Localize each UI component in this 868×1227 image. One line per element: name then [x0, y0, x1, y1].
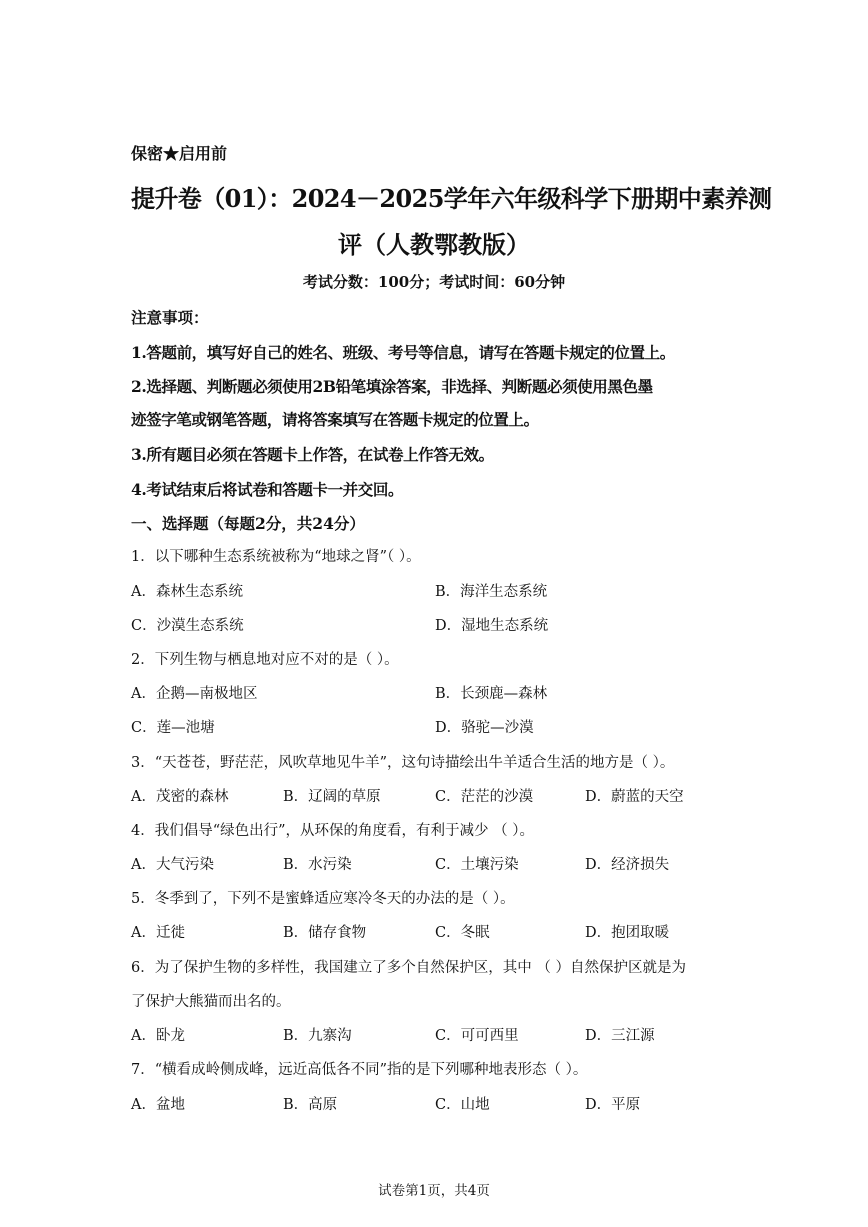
question-4-option-b: B．水污染	[283, 857, 352, 873]
question-2-option-b: B．长颈鹿—森林	[435, 686, 548, 702]
question-1-option-d: D．湿地生态系统	[435, 618, 549, 634]
note-item: 2.选择题、判断题必须使用2B铅笔填涂答案，非选择、判断题必须使用黑色墨	[131, 377, 653, 396]
question-4-option-d: D．经济损失	[585, 857, 670, 873]
question-6-option-b: B．九寨沟	[283, 1028, 352, 1044]
exam-score-time-info: 考试分数：100分；考试时间：60分钟	[302, 273, 566, 291]
question-1-stem: 1．以下哪种生态系统被称为“地球之肾”（ ）。	[131, 549, 421, 565]
exam-title-line-1: 提升卷（01）：2024－2025学年六年级科学下册期中素养测	[131, 184, 772, 213]
note-item: 3.所有题目必须在答题卡上作答，在试卷上作答无效。	[131, 445, 494, 464]
question-6-stem: 6．为了保护生物的多样性，我国建立了多个自然保护区，其中 （ ）自然保护区就是为	[131, 960, 686, 976]
note-item: 迹签字笔或钢笔答题，请将答案填写在答题卡规定的位置上。	[131, 410, 539, 429]
question-2-option-d: D．骆驼—沙漠	[435, 720, 534, 736]
question-1-option-b: B．海洋生态系统	[435, 584, 548, 600]
notes-heading: 注意事项：	[131, 308, 209, 327]
confidential-mark: 保密★启用前	[131, 144, 228, 163]
question-6-option-a: A．卧龙	[131, 1028, 185, 1044]
question-6-option-c: C．可可西里	[435, 1028, 519, 1044]
question-2-stem: 2．下列生物与栖息地对应不对的是（ ）。	[131, 652, 399, 668]
question-4-option-c: C．土壤污染	[435, 857, 519, 873]
question-3-option-b: B．辽阔的草原	[283, 789, 381, 805]
section-heading: 一、选择题（每题2分，共24分）	[131, 514, 365, 533]
question-2-option-c: C．莲—池塘	[131, 720, 215, 736]
question-5-option-c: C．冬眠	[435, 925, 490, 941]
question-3-option-d: D．蔚蓝的天空	[585, 789, 684, 805]
question-3-option-c: C．茫茫的沙漠	[435, 789, 534, 805]
question-7-option-a: A．盆地	[131, 1097, 185, 1113]
question-3-stem: 3．“天苍苍，野茫茫，风吹草地见牛羊”，这句诗描绘出牛羊适合生活的地方是（ ）。	[131, 755, 675, 771]
question-1-option-c: C．沙漠生态系统	[131, 618, 244, 634]
question-6-stem-continued: 了保护大熊猫而出名的。	[131, 994, 291, 1010]
page-footer: 试卷第1页，共4页	[378, 1183, 490, 1199]
question-6-option-d: D．三江源	[585, 1028, 655, 1044]
question-3-option-a: A．茂密的森林	[131, 789, 229, 805]
question-1-option-a: A．森林生态系统	[131, 584, 243, 600]
question-7-option-c: C．山地	[435, 1097, 490, 1113]
question-5-option-d: D．抱团取暖	[585, 925, 670, 941]
note-item: 4.考试结束后将试卷和答题卡一并交回。	[131, 480, 404, 499]
exam-title-line-2: 评（人教鄂教版）	[338, 230, 530, 259]
question-7-stem: 7．“横看成岭侧成峰，远近高低各不同”指的是下列哪种地表形态（ ）。	[131, 1062, 588, 1078]
question-4-stem: 4．我们倡导“绿色出行”，从环保的角度看，有利于减少 （ ）。	[131, 823, 535, 839]
question-2-option-a: A．企鹅—南极地区	[131, 686, 258, 702]
question-5-option-b: B．储存食物	[283, 925, 367, 941]
question-4-option-a: A．大气污染	[131, 857, 214, 873]
note-item: 1.答题前，填写好自己的姓名、班级、考号等信息，请写在答题卡规定的位置上。	[131, 343, 675, 362]
question-5-option-a: A．迁徙	[131, 925, 185, 941]
question-5-stem: 5．冬季到了，下列不是蜜蜂适应寒冷冬天的办法的是（ ）。	[131, 891, 515, 907]
question-7-option-b: B．高原	[283, 1097, 338, 1113]
question-7-option-d: D．平原	[585, 1097, 641, 1113]
